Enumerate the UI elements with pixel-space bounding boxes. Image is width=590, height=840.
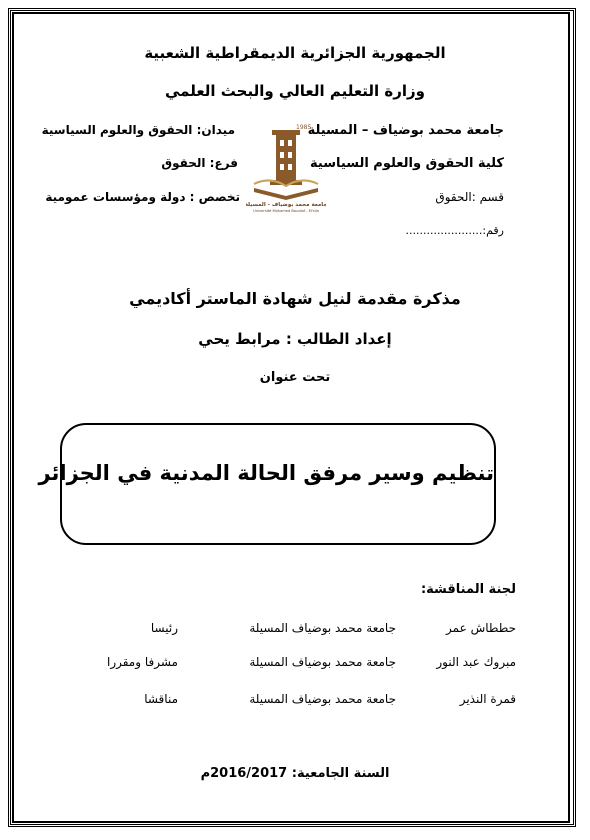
committee-heading: لجنة المناقشة: bbox=[420, 582, 516, 597]
logo-name-ar: جامعة محمد بوضياف - المسيلة bbox=[246, 202, 326, 208]
specialty-label: تخصص : دولة ومؤسسات عمومية bbox=[45, 190, 240, 204]
under-title-label: تحت عنوان bbox=[259, 370, 331, 385]
branch-label: فرع: الحقوق bbox=[161, 156, 238, 170]
student-name: إعداد الطالب : مرابط يحي bbox=[198, 330, 392, 348]
member-role: مشرفا ومقررا bbox=[106, 655, 178, 669]
logo-year: 1985 bbox=[296, 124, 312, 131]
thesis-title-box bbox=[38, 423, 496, 545]
member-role: مناقشا bbox=[144, 692, 178, 706]
university-tower-logo-icon bbox=[246, 122, 326, 214]
department-name: قسم :الحقوق bbox=[435, 190, 504, 204]
member-university: جامعة محمد بوضياف المسيلة bbox=[249, 692, 396, 706]
member-name: حططاش عمر bbox=[446, 621, 516, 635]
thesis-title: تنظيم وسير مرفق الحالة المدنية في الجزائر bbox=[38, 461, 494, 485]
republic-heading: الجمهورية الجزائرية الديمقراطية الشعبية bbox=[144, 44, 446, 62]
field-label: ميدان: الحقوق والعلوم السياسية bbox=[41, 123, 235, 137]
logo-name-fr: Université Mohamed Boudiaf - M'sila bbox=[253, 209, 319, 213]
member-university: جامعة محمد بوضياف المسيلة bbox=[249, 655, 396, 669]
member-name: مبروك عبد النور bbox=[436, 655, 516, 669]
member-role: رئيسا bbox=[150, 621, 178, 635]
university-logo bbox=[246, 122, 326, 214]
academic-year: السنة الجامعية: 2016/2017م bbox=[200, 766, 390, 781]
faculty-name: كلية الحقوق والعلوم السياسية bbox=[310, 156, 504, 171]
degree-statement: مذكرة مقدمة لنيل شهادة الماستر أكاديمي bbox=[129, 289, 461, 308]
member-name: قمرة النذير bbox=[459, 692, 516, 706]
reference-number: رقم:...................... bbox=[405, 224, 504, 237]
university-name: جامعة محمد بوضياف – المسيلة bbox=[307, 123, 504, 138]
ministry-heading: وزارة التعليم العالي والبحث العلمي bbox=[164, 82, 426, 100]
member-university: جامعة محمد بوضياف المسيلة bbox=[249, 621, 396, 635]
